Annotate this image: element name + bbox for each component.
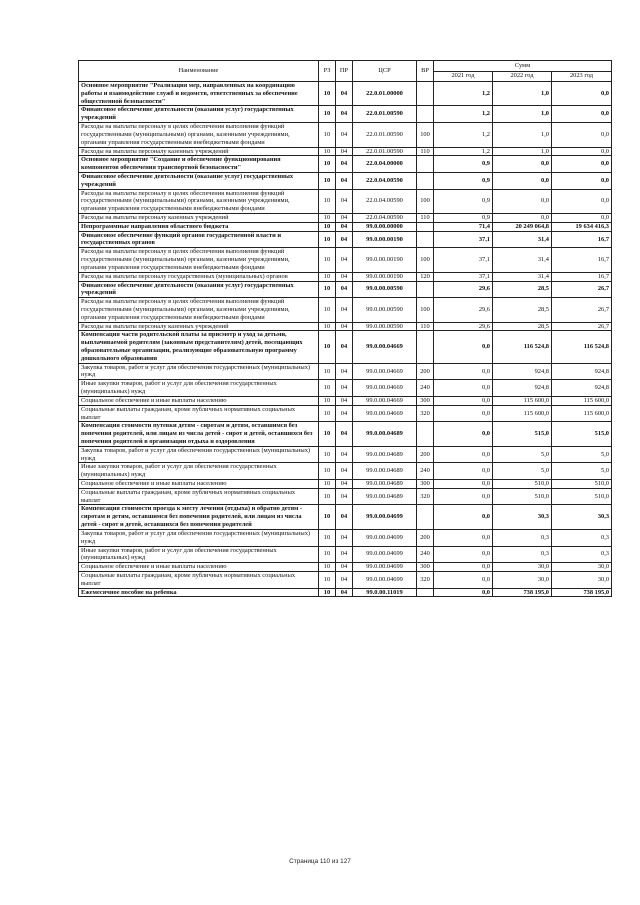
row-sum-2022: 5,0	[493, 463, 552, 480]
row-vr: 300	[417, 396, 434, 405]
row-rz: 10	[319, 396, 336, 405]
row-name: Ежемесячное пособие на ребенка	[79, 588, 319, 597]
row-sum-2023: 0,0	[552, 172, 612, 189]
row-name: Социальные выплаты гражданам, кроме публичных нормативных социальных выплат	[79, 488, 319, 505]
row-name: Расходы на выплаты персоналу казенных учреждений	[79, 322, 319, 331]
row-name: Компенсация части родительской платы за присмотр и уход за детьми, выплачиваемой родителям (законным представителям) детей, посещающих образовательные организации, реализующие образовательную программу дошкольного образования	[79, 331, 319, 363]
row-sum-2021: 37,1	[434, 272, 493, 281]
row-sum-2021: 0,0	[434, 588, 493, 597]
row-rz: 10	[319, 172, 336, 189]
table-row	[79, 446, 612, 463]
row-sum-2022: 30,0	[493, 571, 552, 588]
header-pr: ПР	[336, 61, 353, 82]
row-rz: 10	[319, 546, 336, 563]
row-vr: 200	[417, 446, 434, 463]
row-sum-2022: 738 195,0	[493, 588, 552, 597]
row-csr: 99.0.00.04669	[353, 396, 417, 405]
row-name: Иные закупки товаров, работ и услуг для обеспечения государственных (муниципальных) нужд	[79, 380, 319, 397]
row-sum-2023: 16,7	[552, 272, 612, 281]
table-body	[79, 82, 612, 597]
row-sum-2023: 0,0	[552, 123, 612, 147]
row-vr: 110	[417, 214, 434, 223]
row-sum-2021: 1,2	[434, 82, 493, 106]
row-sum-2021: 0,0	[434, 505, 493, 529]
row-sum-2023: 26,7	[552, 322, 612, 331]
row-csr: 99.0.00.00190	[353, 231, 417, 248]
row-csr: 99.0.00.04669	[353, 380, 417, 397]
row-pr: 04	[336, 156, 353, 173]
row-sum-2023: 0,3	[552, 529, 612, 546]
row-pr: 04	[336, 322, 353, 331]
row-sum-2022: 31,4	[493, 231, 552, 248]
table-row	[79, 571, 612, 588]
row-name: Расходы на выплаты персоналу в целях обеспечения выполнения функций государственными (муниципальными) органами, казенными учреждениями, органами управления государственными внебюджетными фондами	[79, 189, 319, 213]
table-row	[79, 248, 612, 272]
header-year-2023: 2023 год	[552, 71, 612, 82]
row-vr: 100	[417, 189, 434, 213]
header-name: Наименование	[79, 61, 319, 82]
row-name: Закупка товаров, работ и услуг для обеспечения государственных (муниципальных) нужд	[79, 529, 319, 546]
row-sum-2023: 924,8	[552, 363, 612, 380]
row-csr: 99.0.00.04689	[353, 480, 417, 489]
row-rz: 10	[319, 331, 336, 363]
row-pr: 04	[336, 331, 353, 363]
row-vr	[417, 156, 434, 173]
table-row	[79, 396, 612, 405]
row-name: Компенсация стоимости проезда к месту лечения (отдыха) и обратно детям - сиротам и детям, оставшимся без попечения родителей, или лицам из числа детей - сирот и детей, оставшихся без попечения родителей	[79, 505, 319, 529]
row-csr: 99.0.00.00190	[353, 248, 417, 272]
table-row	[79, 272, 612, 281]
row-vr	[417, 106, 434, 123]
table-row	[79, 588, 612, 597]
row-sum-2021: 37,1	[434, 248, 493, 272]
row-vr: 320	[417, 488, 434, 505]
row-sum-2021: 0,0	[434, 331, 493, 363]
row-rz: 10	[319, 363, 336, 380]
row-sum-2021: 0,0	[434, 446, 493, 463]
row-csr: 99.0.00.04699	[353, 563, 417, 572]
table-row	[79, 189, 612, 213]
row-csr: 99.0.00.04689	[353, 463, 417, 480]
row-csr: 99.0.00.00000	[353, 222, 417, 231]
row-pr: 04	[336, 106, 353, 123]
table-row	[79, 529, 612, 546]
table-row	[79, 463, 612, 480]
row-sum-2023: 16,7	[552, 248, 612, 272]
row-rz: 10	[319, 147, 336, 156]
row-pr: 04	[336, 298, 353, 322]
row-sum-2022: 0,3	[493, 546, 552, 563]
row-sum-2023: 115 600,0	[552, 405, 612, 422]
row-vr: 240	[417, 546, 434, 563]
row-rz: 10	[319, 480, 336, 489]
row-sum-2023: 0,0	[552, 156, 612, 173]
row-pr: 04	[336, 588, 353, 597]
row-pr: 04	[336, 281, 353, 298]
header-year-2022: 2022 год	[493, 71, 552, 82]
row-sum-2023: 5,0	[552, 463, 612, 480]
row-csr: 99.0.00.00190	[353, 272, 417, 281]
row-csr: 22.0.01.00590	[353, 123, 417, 147]
table-row	[79, 480, 612, 489]
row-rz: 10	[319, 322, 336, 331]
row-sum-2021: 0,0	[434, 422, 493, 446]
row-sum-2022: 0,0	[493, 189, 552, 213]
row-rz: 10	[319, 82, 336, 106]
row-rz: 10	[319, 488, 336, 505]
row-pr: 04	[336, 363, 353, 380]
row-sum-2021: 0,9	[434, 214, 493, 223]
row-sum-2023: 510,0	[552, 488, 612, 505]
row-sum-2023: 738 195,0	[552, 588, 612, 597]
row-sum-2023: 0,0	[552, 147, 612, 156]
row-csr: 99.0.00.04699	[353, 546, 417, 563]
row-sum-2023: 510,0	[552, 480, 612, 489]
row-sum-2021: 29,6	[434, 281, 493, 298]
row-sum-2022: 28,5	[493, 281, 552, 298]
row-pr: 04	[336, 222, 353, 231]
row-csr: 99.0.00.04689	[353, 422, 417, 446]
row-pr: 04	[336, 563, 353, 572]
table-row	[79, 147, 612, 156]
row-rz: 10	[319, 248, 336, 272]
table-header	[79, 61, 612, 82]
row-csr: 99.0.00.00590	[353, 281, 417, 298]
row-rz: 10	[319, 123, 336, 147]
row-sum-2023: 30,3	[552, 505, 612, 529]
table-row	[79, 281, 612, 298]
row-vr: 100	[417, 123, 434, 147]
table-row	[79, 214, 612, 223]
row-vr	[417, 172, 434, 189]
row-rz: 10	[319, 588, 336, 597]
row-pr: 04	[336, 396, 353, 405]
row-sum-2021: 0,0	[434, 529, 493, 546]
row-vr: 300	[417, 480, 434, 489]
row-sum-2023: 115 600,0	[552, 396, 612, 405]
row-vr	[417, 331, 434, 363]
row-rz: 10	[319, 563, 336, 572]
row-name: Социальное обеспечение и иные выплаты населению	[79, 480, 319, 489]
row-sum-2021: 0,0	[434, 380, 493, 397]
row-name: Основное мероприятие "Реализация мер, направленных на координацию работы и взаимодействие служб и ведомств, ответственных за обеспечение общественной безопасности"	[79, 82, 319, 106]
row-sum-2021: 0,0	[434, 405, 493, 422]
table-row	[79, 298, 612, 322]
row-pr: 04	[336, 147, 353, 156]
row-csr: 99.0.00.04699	[353, 505, 417, 529]
header-rz: РЗ	[319, 61, 336, 82]
header-year-2021: 2021 год	[434, 71, 493, 82]
row-vr: 320	[417, 405, 434, 422]
row-name: Финансовое обеспечение деятельности (оказание услуг) государственных учреждений	[79, 172, 319, 189]
row-vr: 240	[417, 463, 434, 480]
row-sum-2021: 0,0	[434, 571, 493, 588]
row-name: Финансовое обеспечение деятельности (оказания услуг) государственных учреждений	[79, 106, 319, 123]
row-rz: 10	[319, 380, 336, 397]
table-row	[79, 563, 612, 572]
row-sum-2021: 0,9	[434, 172, 493, 189]
row-sum-2021: 0,0	[434, 363, 493, 380]
row-name: Социальные выплаты гражданам, кроме публичных нормативных социальных выплат	[79, 571, 319, 588]
row-sum-2021: 29,6	[434, 298, 493, 322]
row-csr: 22.0.01.00000	[353, 82, 417, 106]
row-sum-2022: 0,0	[493, 156, 552, 173]
row-sum-2022: 31,4	[493, 248, 552, 272]
row-vr	[417, 588, 434, 597]
row-vr: 100	[417, 248, 434, 272]
row-rz: 10	[319, 505, 336, 529]
budget-table	[78, 60, 612, 597]
row-vr	[417, 281, 434, 298]
row-rz: 10	[319, 214, 336, 223]
row-sum-2021: 1,2	[434, 106, 493, 123]
row-name: Финансовое обеспечение деятельности (оказания услуг) государственных учреждений	[79, 281, 319, 298]
row-sum-2021: 0,0	[434, 546, 493, 563]
row-csr: 22.0.01.00590	[353, 106, 417, 123]
row-pr: 04	[336, 214, 353, 223]
row-csr: 99.0.00.04669	[353, 405, 417, 422]
row-name: Расходы на выплаты персоналу казенных учреждений	[79, 214, 319, 223]
row-pr: 04	[336, 488, 353, 505]
row-rz: 10	[319, 446, 336, 463]
row-sum-2023: 116 524,8	[552, 331, 612, 363]
row-sum-2022: 515,0	[493, 422, 552, 446]
row-sum-2023: 30,0	[552, 571, 612, 588]
row-pr: 04	[336, 505, 353, 529]
row-sum-2022: 1,0	[493, 106, 552, 123]
row-name: Иные закупки товаров, работ и услуг для обеспечения государственных (муниципальных) нужд	[79, 546, 319, 563]
row-sum-2023: 515,0	[552, 422, 612, 446]
table-row	[79, 322, 612, 331]
row-pr: 04	[336, 446, 353, 463]
row-rz: 10	[319, 529, 336, 546]
row-csr: 22.0.01.00590	[353, 147, 417, 156]
row-sum-2021: 0,0	[434, 480, 493, 489]
row-sum-2023: 0,3	[552, 546, 612, 563]
row-pr: 04	[336, 172, 353, 189]
row-pr: 04	[336, 123, 353, 147]
table-row	[79, 380, 612, 397]
table-row	[79, 123, 612, 147]
row-sum-2023: 924,8	[552, 380, 612, 397]
row-sum-2021: 0,0	[434, 396, 493, 405]
row-sum-2022: 116 524,8	[493, 331, 552, 363]
row-vr	[417, 505, 434, 529]
row-name: Социальное обеспечение и иные выплаты населению	[79, 396, 319, 405]
row-name: Закупка товаров, работ и услуг для обеспечения государственных (муниципальных) нужд	[79, 363, 319, 380]
row-vr	[417, 82, 434, 106]
row-sum-2022: 30,0	[493, 563, 552, 572]
row-vr: 110	[417, 147, 434, 156]
row-rz: 10	[319, 281, 336, 298]
row-rz: 10	[319, 571, 336, 588]
row-pr: 04	[336, 422, 353, 446]
row-rz: 10	[319, 156, 336, 173]
row-sum-2022: 115 600,0	[493, 396, 552, 405]
row-vr: 110	[417, 322, 434, 331]
row-sum-2021: 71,4	[434, 222, 493, 231]
row-rz: 10	[319, 231, 336, 248]
row-rz: 10	[319, 422, 336, 446]
row-csr: 99.0.00.04699	[353, 529, 417, 546]
row-vr: 320	[417, 571, 434, 588]
row-name: Непрограммные направления областного бюджета	[79, 222, 319, 231]
row-csr: 99.0.00.04689	[353, 446, 417, 463]
table-row	[79, 505, 612, 529]
row-sum-2023: 30,0	[552, 563, 612, 572]
row-vr	[417, 222, 434, 231]
row-sum-2022: 0,0	[493, 214, 552, 223]
row-pr: 04	[336, 380, 353, 397]
row-name: Компенсация стоимости путевки детям - сиротам и детям, оставшимся без попечения родителей, или лицам из числа детей - сирот и детей, оставшихся без попечения родителей в организации отдыха и оздоровления	[79, 422, 319, 446]
table-row	[79, 488, 612, 505]
row-vr: 200	[417, 363, 434, 380]
row-sum-2023: 16,7	[552, 231, 612, 248]
row-pr: 04	[336, 546, 353, 563]
row-sum-2021: 0,0	[434, 463, 493, 480]
row-vr	[417, 231, 434, 248]
row-sum-2023: 19 634 416,3	[552, 222, 612, 231]
row-vr: 240	[417, 380, 434, 397]
row-name: Расходы на выплаты персоналу государственных (муниципальных) органов	[79, 272, 319, 281]
header-sums: Сумм	[434, 61, 612, 72]
row-pr: 04	[336, 529, 353, 546]
row-name: Расходы на выплаты персоналу казенных учреждений	[79, 147, 319, 156]
row-name: Иные закупки товаров, работ и услуг для обеспечения государственных (муниципальных) нужд	[79, 463, 319, 480]
row-csr: 99.0.00.00590	[353, 322, 417, 331]
row-sum-2022: 1,0	[493, 147, 552, 156]
table-row	[79, 156, 612, 173]
row-sum-2023: 26,7	[552, 281, 612, 298]
row-csr: 22.0.04.00000	[353, 156, 417, 173]
row-rz: 10	[319, 272, 336, 281]
row-sum-2021: 0,9	[434, 189, 493, 213]
row-sum-2022: 31,4	[493, 272, 552, 281]
row-rz: 10	[319, 222, 336, 231]
row-sum-2022: 1,0	[493, 123, 552, 147]
row-rz: 10	[319, 298, 336, 322]
row-csr: 99.0.00.04689	[353, 488, 417, 505]
row-sum-2021: 0,9	[434, 156, 493, 173]
row-sum-2022: 20 249 064,8	[493, 222, 552, 231]
row-sum-2021: 1,2	[434, 147, 493, 156]
row-csr: 99.0.00.04669	[353, 331, 417, 363]
row-sum-2022: 924,8	[493, 363, 552, 380]
row-vr: 100	[417, 298, 434, 322]
row-name: Расходы на выплаты персоналу в целях обеспечения выполнения функций государственными (муниципальными) органами, казенными учреждениями, органами управления государственными внебюджетными фондами	[79, 298, 319, 322]
row-sum-2022: 510,0	[493, 488, 552, 505]
row-sum-2023: 0,0	[552, 189, 612, 213]
row-vr: 300	[417, 563, 434, 572]
page-number: Страница 110 из 127	[289, 858, 351, 865]
row-sum-2022: 924,8	[493, 380, 552, 397]
row-sum-2023: 26,7	[552, 298, 612, 322]
row-sum-2022: 30,3	[493, 505, 552, 529]
table-row	[79, 546, 612, 563]
row-sum-2022: 115 600,0	[493, 405, 552, 422]
row-sum-2021: 37,1	[434, 231, 493, 248]
row-rz: 10	[319, 405, 336, 422]
row-csr: 22.0.04.00590	[353, 172, 417, 189]
row-rz: 10	[319, 106, 336, 123]
table-row	[79, 172, 612, 189]
table-row	[79, 405, 612, 422]
row-sum-2022: 1,0	[493, 82, 552, 106]
table-row	[79, 231, 612, 248]
row-vr	[417, 422, 434, 446]
row-vr: 120	[417, 272, 434, 281]
row-name: Расходы на выплаты персоналу в целях обеспечения выполнения функций государственными (муниципальными) органами, казенными учреждениями, органами управления государственными внебюджетными фондами	[79, 123, 319, 147]
row-pr: 04	[336, 189, 353, 213]
row-sum-2021: 1,2	[434, 123, 493, 147]
row-name: Расходы на выплаты персоналу в целях обеспечения выполнения функций государственными (муниципальными) органами, казенными учреждениями, органами управления государственными внебюджетными фондами	[79, 248, 319, 272]
row-pr: 04	[336, 231, 353, 248]
row-sum-2022: 28,5	[493, 298, 552, 322]
row-sum-2022: 510,0	[493, 480, 552, 489]
row-pr: 04	[336, 272, 353, 281]
row-rz: 10	[319, 189, 336, 213]
row-sum-2021: 0,0	[434, 563, 493, 572]
row-csr: 22.0.04.00590	[353, 189, 417, 213]
row-name: Социальное обеспечение и иные выплаты населению	[79, 563, 319, 572]
row-csr: 99.0.00.04699	[353, 571, 417, 588]
header-vr: ВР	[417, 61, 434, 82]
row-name: Финансовое обеспечение функций органов государственной власти и государственных органов	[79, 231, 319, 248]
row-pr: 04	[336, 405, 353, 422]
row-pr: 04	[336, 248, 353, 272]
row-csr: 99.0.00.11019	[353, 588, 417, 597]
table-row	[79, 363, 612, 380]
row-csr: 99.0.00.04669	[353, 363, 417, 380]
row-sum-2023: 5,0	[552, 446, 612, 463]
row-sum-2023: 0,0	[552, 214, 612, 223]
row-sum-2023: 0,0	[552, 106, 612, 123]
table-row	[79, 82, 612, 106]
row-csr: 22.0.04.00590	[353, 214, 417, 223]
row-csr: 99.0.00.00590	[353, 298, 417, 322]
row-pr: 04	[336, 571, 353, 588]
row-vr: 200	[417, 529, 434, 546]
row-name: Закупка товаров, работ и услуг для обеспечения государственных (муниципальных) нужд	[79, 446, 319, 463]
row-name: Основное мероприятие "Создание и обеспечение функционирования компонентов обеспечения транспортной безопасности"	[79, 156, 319, 173]
row-sum-2021: 29,6	[434, 322, 493, 331]
table-row	[79, 422, 612, 446]
header-csr: ЦСР	[353, 61, 417, 82]
row-pr: 04	[336, 480, 353, 489]
row-sum-2021: 0,0	[434, 488, 493, 505]
row-name: Социальные выплаты гражданам, кроме публичных нормативных социальных выплат	[79, 405, 319, 422]
row-sum-2022: 0,3	[493, 529, 552, 546]
row-sum-2022: 0,0	[493, 172, 552, 189]
table-row	[79, 331, 612, 363]
table-row	[79, 222, 612, 231]
row-pr: 04	[336, 463, 353, 480]
row-pr: 04	[336, 82, 353, 106]
table-row	[79, 106, 612, 123]
row-sum-2022: 5,0	[493, 446, 552, 463]
row-rz: 10	[319, 463, 336, 480]
row-sum-2023: 0,0	[552, 82, 612, 106]
row-sum-2022: 28,5	[493, 322, 552, 331]
